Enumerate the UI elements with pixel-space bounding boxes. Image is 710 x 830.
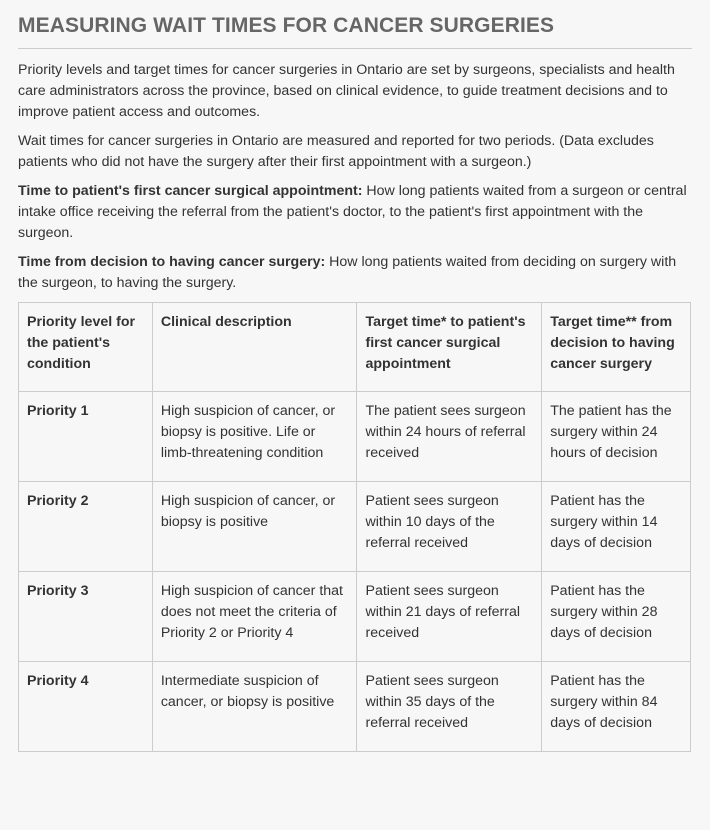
decision-to-surgery-cell: Patient has the surgery within 84 days of decision xyxy=(542,662,691,752)
first-appointment-definition xyxy=(18,181,692,244)
first-appointment-cell: The patient sees surgeon within 24 hours of referral received xyxy=(357,392,542,482)
definition-term: Time to patient's first cancer surgical appointment: xyxy=(18,183,363,199)
table-row xyxy=(19,662,691,752)
first-appointment-cell: Patient sees surgeon within 10 days of the referral received xyxy=(357,482,542,572)
description-cell: High suspicion of cancer, or biopsy is positive. Life or limb-threatening condition xyxy=(152,392,357,482)
intro-paragraph: Priority levels and target times for cancer surgeries in Ontario are set by surgeons, specialists and health care administrators across the province, based on clinical evidence, to guide treatment decisions and to improve patient access and outcomes. xyxy=(18,62,675,120)
decision-to-surgery-cell: The patient has the surgery within 24 hours of decision xyxy=(542,392,691,482)
description-cell: Intermediate suspicion of cancer, or biopsy is positive xyxy=(152,662,357,752)
wait-times-table xyxy=(18,302,691,752)
table-row xyxy=(19,482,691,572)
header-priority-level: Priority level for the patient's condition xyxy=(19,303,153,392)
decision-to-surgery-definition xyxy=(18,252,692,294)
priority-cell: Priority 1 xyxy=(19,392,153,482)
first-appointment-cell: Patient sees surgeon within 21 days of referral received xyxy=(357,572,542,662)
header-target-first-appointment: Target time* to patient's first cancer surgical appointment xyxy=(357,303,542,392)
description-cell: High suspicion of cancer, or biopsy is positive xyxy=(152,482,357,572)
definition-text: How long patients waited from a surgeon or central intake office receiving the referral from the patient's doctor, to the patient's first appointment with the surgeon. xyxy=(18,183,687,241)
header-target-decision-to-surgery: Target time** from decision to having cancer surgery xyxy=(542,303,691,392)
priority-cell: Priority 4 xyxy=(19,662,153,752)
header-clinical-description: Clinical description xyxy=(152,303,357,392)
measurement-paragraph: Wait times for cancer surgeries in Ontario are measured and reported for two periods. (Data excludes patients who did not have the surgery after their first appointment with a surgeon.) xyxy=(18,133,654,170)
priority-cell: Priority 2 xyxy=(19,482,153,572)
first-appointment-cell: Patient sees surgeon within 35 days of the referral received xyxy=(357,662,542,752)
table-header-row xyxy=(19,303,691,392)
definition-text: How long patients waited from deciding on surgery with the surgeon, to having the surgery. xyxy=(18,254,677,291)
table-row xyxy=(19,572,691,662)
decision-to-surgery-cell: Patient has the surgery within 14 days of decision xyxy=(542,482,691,572)
definition-term: Time from decision to having cancer surgery: xyxy=(18,254,326,270)
description-cell: High suspicion of cancer that does not meet the criteria of Priority 2 or Priority 4 xyxy=(152,572,357,662)
table-row xyxy=(19,392,691,482)
decision-to-surgery-cell: Patient has the surgery within 28 days of decision xyxy=(542,572,691,662)
page-title: MEASURING WAIT TIMES FOR CANCER SURGERIES xyxy=(18,14,692,49)
priority-cell: Priority 3 xyxy=(19,572,153,662)
